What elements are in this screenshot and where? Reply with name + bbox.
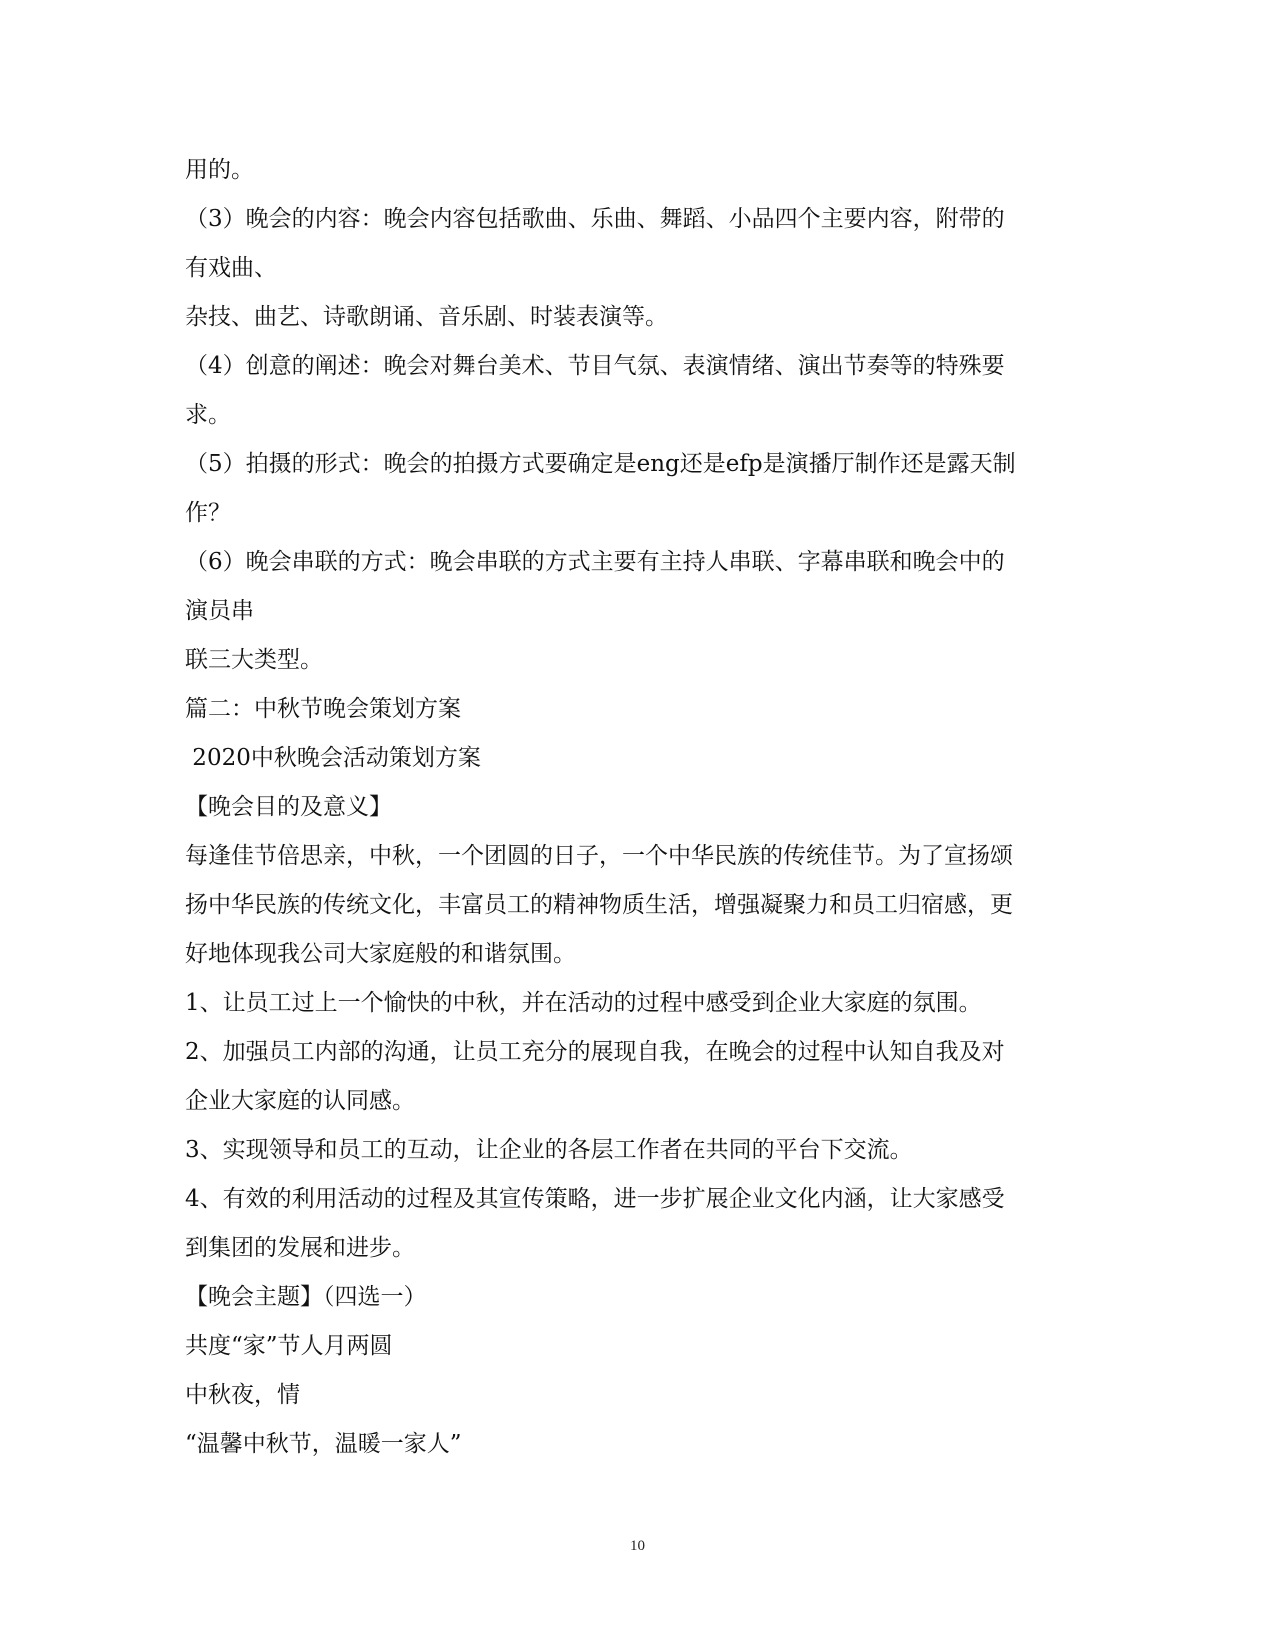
text-line: 演员串: [185, 598, 254, 624]
text-line: 求。: [185, 402, 231, 428]
text-line: 扬中华民族的传统文化，丰富员工的精神物质生活，增强凝聚力和员工归宿感，更: [185, 892, 1013, 918]
list-item: 4、有效的利用活动的过程及其宣传策略，进一步扩展企业文化内涵，让大家感受: [185, 1186, 1005, 1212]
text-line: 到集团的发展和进步。: [185, 1235, 415, 1261]
document-body: [185, 158, 1090, 1481]
section-heading: 【晚会主题】（四选一）: [185, 1284, 427, 1310]
list-item: 3、实现领导和员工的互动，让企业的各层工作者在共同的平台下交流。: [185, 1137, 913, 1163]
text-line: 企业大家庭的认同感。: [185, 1088, 415, 1114]
text-line: （6）晚会串联的方式：晚会串联的方式主要有主持人串联、字幕串联和晚会中的: [185, 549, 1005, 575]
text-line: 联三大类型。: [185, 647, 323, 673]
text-line: “温馨中秋节，温暖一家人”: [185, 1431, 462, 1457]
text-line: 每逢佳节倍思亲，中秋，一个团圆的日子，一个中华民族的传统佳节。为了宣扬颂: [185, 843, 1013, 869]
section-heading: 【晚会目的及意义】: [185, 794, 392, 820]
text-line: 好地体现我公司大家庭般的和谐氛围。: [185, 941, 576, 967]
document-title: 2020中秋晚会活动策划方案: [185, 745, 481, 771]
text-line: 杂技、曲艺、诗歌朗诵、音乐剧、时装表演等。: [185, 304, 668, 330]
text-line: 用的。: [185, 157, 254, 183]
text-line: （5）拍摄的形式：晚会的拍摄方式要确定是eng还是efp是演播厅制作还是露天制: [185, 451, 1016, 477]
section-heading: 篇二：中秋节晚会策划方案: [185, 696, 461, 722]
text-line: （3）晚会的内容：晚会内容包括歌曲、乐曲、舞蹈、小品四个主要内容，附带的: [185, 206, 1005, 232]
text-line: 共度“家”节人月两圆: [185, 1333, 393, 1359]
list-item: 1、让员工过上一个愉快的中秋，并在活动的过程中感受到企业大家庭的氛围。: [185, 990, 982, 1016]
text-line: 作？: [185, 500, 231, 526]
text-line: 中秋夜，情: [185, 1382, 300, 1408]
list-item: 2、加强员工内部的沟通，让员工充分的展现自我，在晚会的过程中认知自我及对: [185, 1039, 1005, 1065]
page-number: 10: [630, 1538, 645, 1554]
text-line: （4）创意的阐述：晚会对舞台美术、节目气氛、表演情绪、演出节奏等的特殊要: [185, 353, 1005, 379]
text-line: 有戏曲、: [185, 255, 277, 281]
